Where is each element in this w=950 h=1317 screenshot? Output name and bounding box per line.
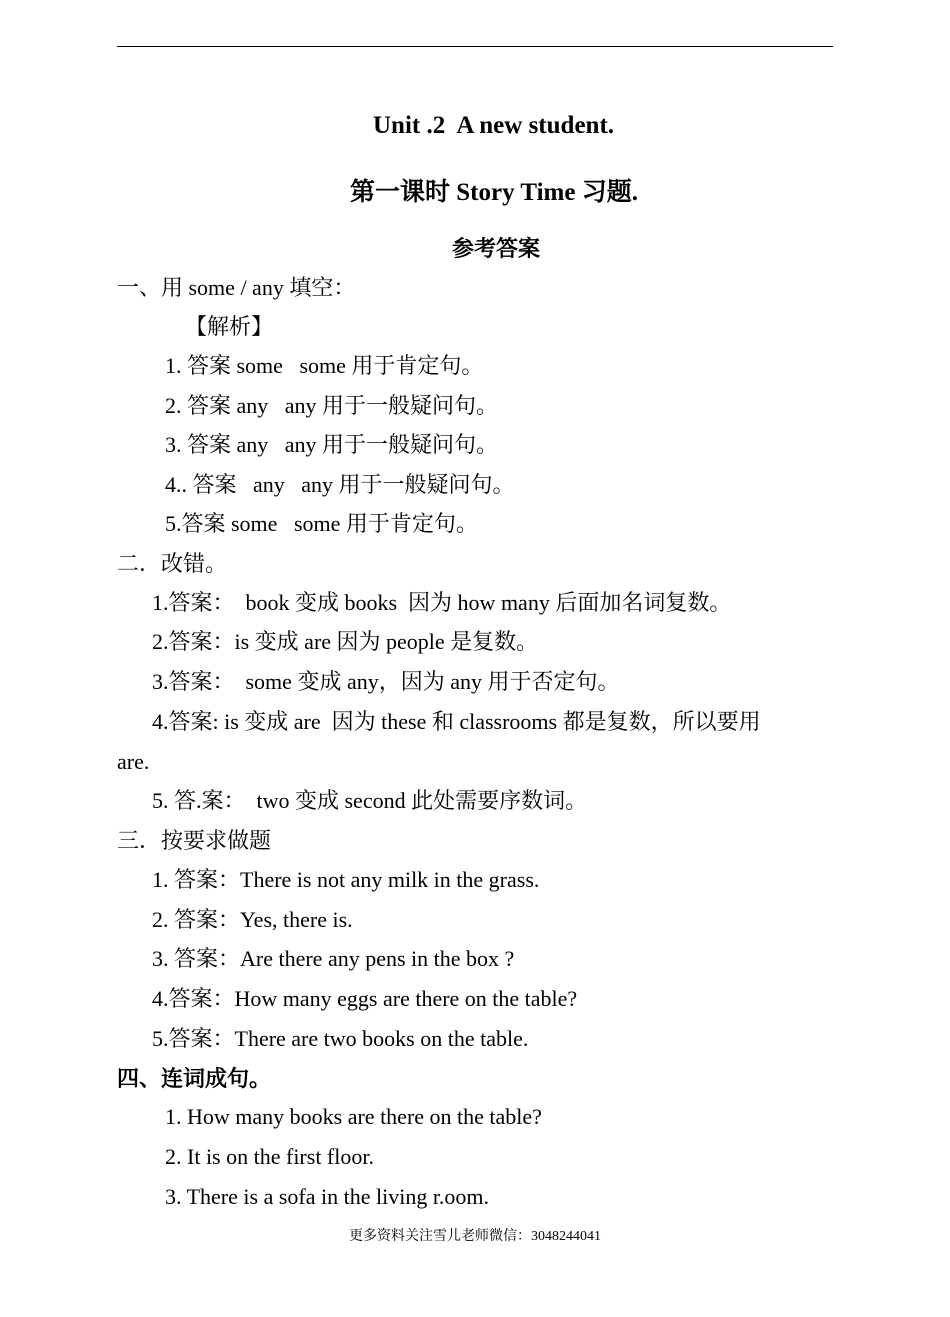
section2-item: 4.答案: is 变成 are 因为 these 和 classrooms 都是复数，所以要用 bbox=[152, 709, 761, 734]
section2-item: 5. 答.案： two 变成 second 此处需要序数词。 bbox=[152, 788, 588, 813]
page-footer: 更多资料关注雪儿老师微信：3048244041 bbox=[349, 1229, 601, 1244]
section4-item: 3. There is a sofa in the living r.oom. bbox=[165, 1184, 490, 1209]
section1-item: 4.. 答案 any any 用于一般疑问句。 bbox=[165, 472, 515, 497]
document-subtitle: 第一课时 Story Time 习题. bbox=[350, 179, 638, 206]
answers-heading: 参考答案 bbox=[452, 236, 541, 261]
section3-item: 2. 答案：Yes, there is. bbox=[152, 907, 353, 932]
section1-item: 3. 答案 any any 用于一般疑问句。 bbox=[165, 432, 499, 457]
section3-item: 1. 答案：There is not any milk in the grass. bbox=[152, 867, 540, 892]
section4-item: 2. It is on the first floor. bbox=[165, 1144, 374, 1169]
section4-item: 1. How many books are there on the table? bbox=[165, 1104, 542, 1129]
section2-heading: 二．改错。 bbox=[117, 551, 228, 576]
section1-item: 5.答案 some some 用于肯定句。 bbox=[165, 511, 478, 536]
section1-heading: 一、用 some / any 填空： bbox=[117, 275, 356, 300]
section1-item: 1. 答案 some some 用于肯定句。 bbox=[165, 353, 484, 378]
section3-heading: 三．按要求做题 bbox=[117, 828, 272, 853]
section3-item: 3. 答案：Are there any pens in the box ? bbox=[152, 946, 515, 971]
section3-item: 5.答案：There are two books on the table. bbox=[152, 1026, 529, 1051]
section2-item: 3.答案： some 变成 any，因为 any 用于否定句。 bbox=[152, 669, 620, 694]
section2-item-continuation: are. bbox=[117, 749, 150, 774]
section2-item: 1.答案： book 变成 books 因为 how many 后面加名词复数。 bbox=[152, 590, 732, 615]
section2-item: 2.答案：is 变成 are 因为 people 是复数。 bbox=[152, 629, 539, 654]
header-rule bbox=[117, 46, 833, 47]
section1-item: 2. 答案 any any 用于一般疑问句。 bbox=[165, 393, 499, 418]
section3-item: 4.答案：How many eggs are there on the table? bbox=[152, 986, 578, 1011]
section4-heading: 四、连词成句。 bbox=[117, 1066, 272, 1091]
analysis-label: 【解析】 bbox=[185, 314, 274, 339]
document-title: Unit .2 A new student. bbox=[373, 112, 615, 139]
